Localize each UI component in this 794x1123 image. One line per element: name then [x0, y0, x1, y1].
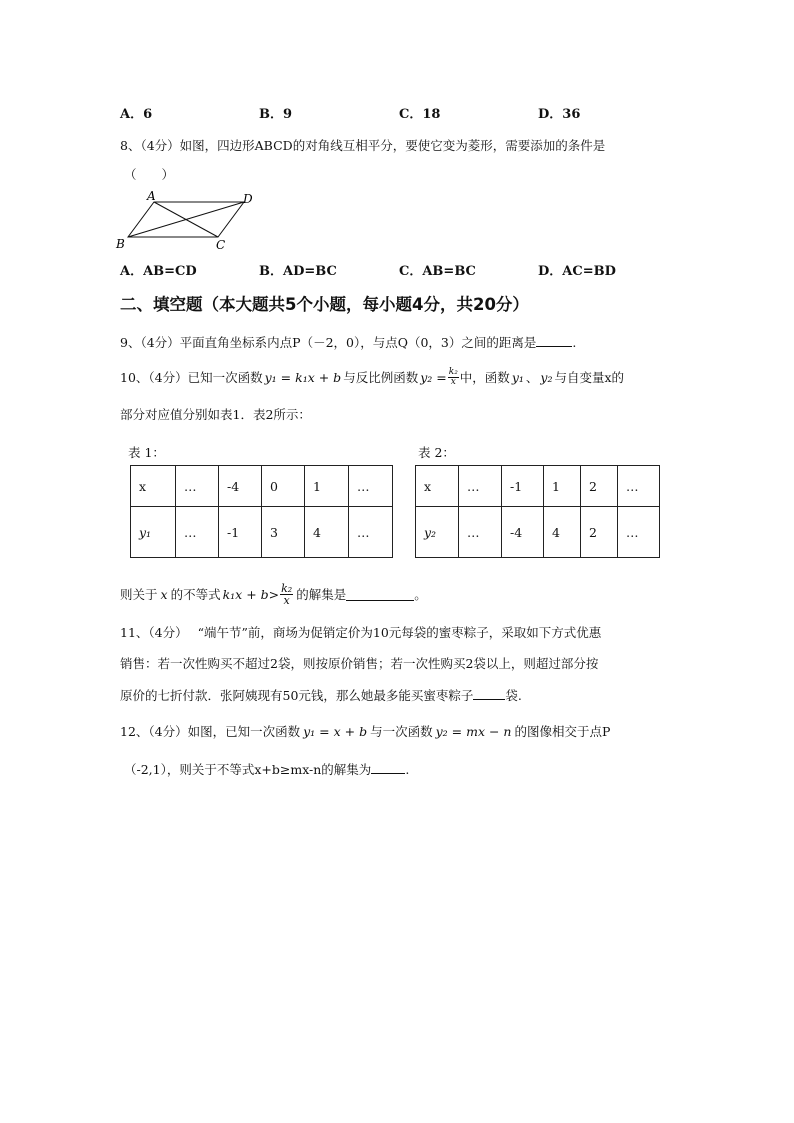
q12-function-2: y₂ = mx − n: [435, 724, 512, 739]
table-cell: 2: [581, 507, 618, 558]
q10-inverse-function-left: y₂ =: [420, 369, 447, 385]
q7-option-a: A．6: [120, 107, 153, 122]
q10-answer-blank: [346, 588, 414, 601]
q10-ineq-prefix: 则关于: [120, 587, 158, 602]
q10-inequality-line: [120, 574, 427, 614]
table-1: [130, 465, 393, 558]
q10-text-3: 中，函数: [459, 370, 510, 385]
table-row: [416, 507, 660, 558]
q10-ineq-denominator: x: [283, 593, 290, 607]
q11-line-3: [120, 686, 522, 704]
q12-text-2: 与一次函数: [370, 724, 433, 739]
q9-end: .: [572, 335, 577, 350]
q10-ineq-end: 。: [414, 587, 427, 602]
table-2: [415, 465, 660, 558]
q11-line-2: 销售：若一次性购买不超过2袋，则按原价销售；若一次性购买2袋以上，则超过部分按: [120, 656, 599, 671]
q10-text-4: 与自变量x的: [554, 370, 625, 385]
vertex-label-d: D: [243, 192, 253, 206]
q7-option-c: C．18: [399, 107, 441, 122]
q8-text: 如图，四边形ABCD的对角线互相平分，要使它变为菱形，需要添加的条件是: [179, 138, 606, 153]
q10-var-y1: y₁: [511, 369, 524, 385]
q8-option-b: B．AD=BC: [259, 264, 337, 279]
table-1-caption: 表 1：: [128, 445, 165, 460]
table-cell: …: [618, 466, 660, 507]
q10-ineq-suffix: 的解集是: [296, 587, 347, 602]
table-cell: …: [176, 466, 219, 507]
table-cell: -1: [219, 507, 262, 558]
vertex-label-b: B: [116, 237, 125, 251]
table-cell: y₂: [416, 507, 459, 558]
q12-line-1: [120, 722, 610, 740]
q10-fraction-numerator: k₂: [448, 366, 458, 377]
q10-ineq-variable: x: [160, 586, 168, 602]
q10-stem: [120, 360, 624, 394]
table-cell: 3: [262, 507, 305, 558]
vertex-label-c: C: [216, 238, 226, 252]
q7-option-d: D．36: [538, 107, 581, 122]
table-cell: 1: [305, 466, 349, 507]
q8-number: 8、（4分）: [120, 138, 180, 153]
table-cell: 4: [544, 507, 581, 558]
table-row: [131, 466, 393, 507]
table-cell: …: [459, 507, 502, 558]
table-row: [131, 507, 393, 558]
table-cell: x: [131, 466, 176, 507]
table-cell: 4: [305, 507, 349, 558]
table-row: [416, 466, 660, 507]
q12-text-line-2: （-2,1），则关于不等式x+b≥mx-n的解集为: [124, 762, 372, 777]
table-cell: …: [618, 507, 660, 558]
q10-ineq-fraction: [280, 583, 293, 606]
q8-answer-paren: （ ）: [124, 167, 175, 182]
q12-answer-blank: [371, 761, 405, 774]
table-cell: …: [459, 466, 502, 507]
q12-text-1: 如图，已知一次函数: [187, 724, 301, 739]
q7-options: [120, 103, 680, 122]
q9-text: 平面直角坐标系内点P（－2，0），与点Q（0，3）之间的距离是: [179, 335, 537, 350]
q9-answer-blank: [536, 334, 572, 347]
q8-option-a: A．AB=CD: [120, 264, 197, 279]
q8-options: [120, 260, 680, 279]
table-cell: …: [349, 466, 393, 507]
table-cell: x: [416, 466, 459, 507]
q11-answer-blank: [473, 687, 505, 700]
q11-text-3: 原价的七折付款．张阿姨现有50元钱，那么她最多能买蜜枣粽子: [120, 688, 474, 703]
q12-end: .: [405, 762, 410, 777]
q9-stem: [120, 333, 576, 351]
q10-inverse-fraction: [448, 368, 459, 387]
q8-option-c: C．AB=BC: [399, 264, 476, 279]
table-cell: 2: [581, 466, 618, 507]
q10-var-y2: y₂: [540, 369, 553, 385]
q12-line-2: [124, 760, 409, 778]
q11-line-1: [120, 623, 601, 641]
q12-number: 12、（4分）: [120, 724, 188, 739]
q10-linear-function: y₁ = k₁x + b: [264, 369, 342, 385]
q10-fraction-denominator: x: [450, 376, 456, 387]
table-2-caption: 表 2：: [418, 445, 455, 460]
table-cell: -4: [502, 507, 544, 558]
table-cell: 1: [544, 466, 581, 507]
vertex-label-a: A: [147, 189, 156, 203]
q10-ineq-expression: k₁x + b>: [222, 586, 280, 602]
q11-text-1: “端午节”前，商场为促销定价为10元每袋的蜜枣粽子，采取如下方式优惠: [197, 625, 602, 640]
parallelogram-figure: [114, 188, 264, 252]
table-cell: -1: [502, 466, 544, 507]
q12-function-1: y₁ = x + b: [303, 724, 368, 739]
q10-separator: 、: [525, 370, 539, 385]
q10-ineq-numerator: k₂: [281, 581, 293, 595]
q11-end: 袋.: [505, 688, 522, 703]
q12-text-3: 的图像相交于点P: [514, 724, 611, 739]
q10-text-1: 已知一次函数: [187, 370, 263, 385]
table-cell: …: [176, 507, 219, 558]
q8-option-d: D．AC=BD: [538, 264, 616, 279]
table-cell: y₁: [131, 507, 176, 558]
q11-number: 11、（4分）: [120, 625, 188, 640]
diagonal-bd: [128, 202, 244, 237]
q10-text-2: 与反比例函数: [343, 370, 419, 385]
section-heading: 二、填空题（本大题共5个小题，每小题4分，共20分）: [120, 295, 529, 314]
q7-option-b: B．9: [259, 107, 293, 122]
q10-number: 10、（4分）: [120, 370, 188, 385]
table-cell: 0: [262, 466, 305, 507]
table-cell: …: [349, 507, 393, 558]
q10-ineq-mid: 的不等式: [170, 587, 221, 602]
table-cell: -4: [219, 466, 262, 507]
q9-number: 9、（4分）: [120, 335, 180, 350]
q8-stem: [120, 136, 605, 154]
q10-line-2: 部分对应值分别如表1．表2所示：: [120, 407, 311, 422]
